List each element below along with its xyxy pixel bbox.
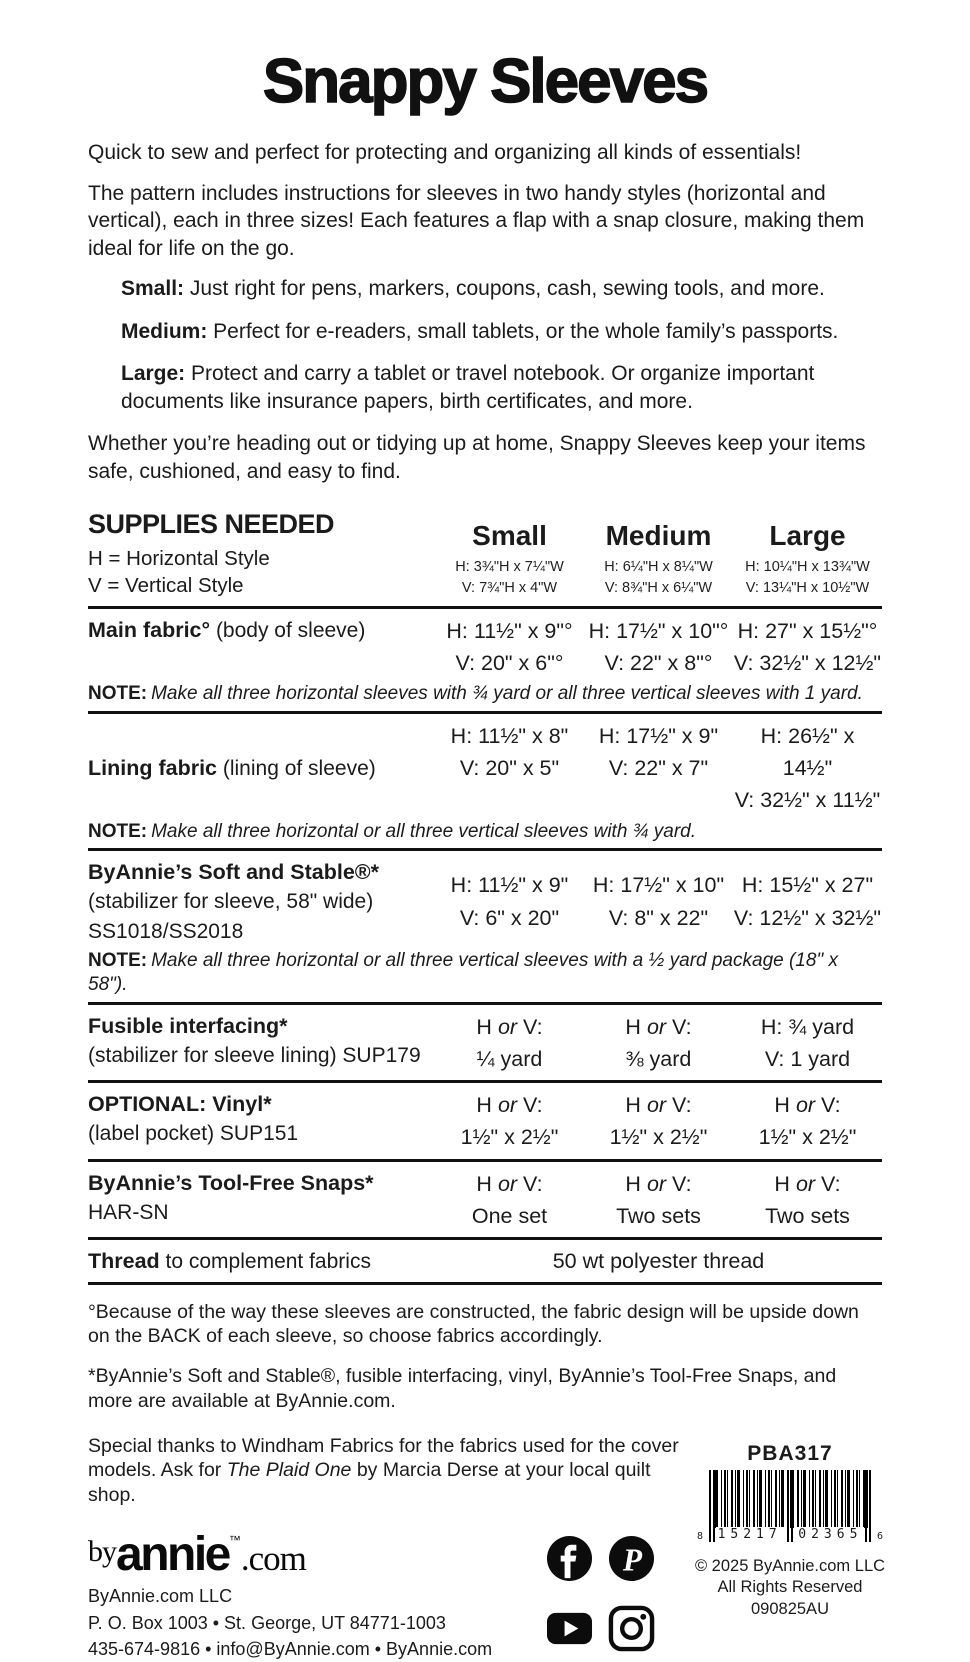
row-label [88,753,435,783]
size-item-medium [121,318,882,346]
legend-horizontal: H = Horizontal Style [88,547,270,570]
column-dim-v-small: V: 7¾"H x 4"W [461,580,558,597]
size-label-medium: Medium: [121,319,208,343]
cell-small: H: 11½" x 8" V: 20" x 5" [450,723,569,780]
size-label-large: Large: [121,362,186,385]
company-contact: 435-674-9816 • info@ByAnnie.com • ByAnnie.com [88,1639,493,1660]
column-dim-h-medium: H: 6¼"H x 8¼"W [604,559,713,576]
row-desc: (body of sleeve) [215,618,366,642]
row-label [88,857,435,946]
thread-value: 50 wt polyester thread [552,1248,765,1273]
table-row-vinyl [88,1080,882,1159]
intro-tagline: Quick to sew and perfect for protecting and organizing all kinds of essentials! [88,141,802,164]
legend-vertical: V = Vertical Style [88,574,244,598]
row-desc: (label pocket) SUP151 [88,1122,299,1146]
instagram-icon [608,1605,655,1652]
footer [88,1434,886,1662]
column-name-small: Small [472,520,547,552]
cell-small: H or V: One set [471,1171,548,1228]
company-name: ByAnnie.com LLC [88,1586,233,1607]
supplies-heading-block [88,509,435,600]
barcode-bars [709,1470,871,1528]
size-item-small [121,275,882,303]
size-item-large [121,360,882,415]
cell-small: H: 11½" x 9"° V: 20" x 6"° [446,618,573,675]
row-name: OPTIONAL: Vinyl* [88,1092,272,1117]
footnote-degree: °Because of the way these sleeves are constructed, the fabric design will be upside down on the BACK of each sleeve, so choose fabrics accordingly. [88,1300,859,1348]
cell-medium: H or V: ⅜ yard [625,1014,692,1071]
pinterest-icon [608,1535,655,1582]
column-dim-h-small: H: 3¾"H x 7¼"W [455,559,564,576]
svg-text:P: P [622,1542,643,1578]
row-name: ByAnnie’s Tool-Free Snaps* [88,1170,374,1195]
row-desc: (stabilizer for sleeve, 58" wide) [88,890,374,914]
column-name-large: Large [769,520,846,552]
rights-line: All Rights Reserved [717,1578,863,1597]
row-label [88,1089,435,1154]
size-text-medium: Perfect for e-readers, small tablets, or the whole family’s passports. [213,319,839,343]
social-icons [546,1535,655,1661]
table-row-lining-fabric [88,711,882,849]
table-row-fusible-interfacing [88,1002,882,1081]
intro-description: The pattern includes instructions for sleeves in two handy styles (horizontal and vertical), each in three sizes! Each features a flap with a snap closure, making them ideal for life on the go. [88,181,865,260]
cell-medium: H or V: Two sets [616,1171,701,1228]
row-label [88,615,435,680]
barcode-digits: 8 15217 02365 6 [697,1526,883,1542]
cell-large: H or V: Two sets [765,1171,850,1228]
row-name: Lining fabric [88,755,217,780]
row-note: NOTE: Make all three horizontal sleeves with ¾ yard or all three vertical sleeves with 1 yard. [88,683,863,704]
copyright-block [692,1556,888,1621]
row-product-code: SS1018/SS2018 [88,919,244,943]
row-label [88,1168,435,1233]
table-row-soft-and-stable [88,848,882,1001]
footnote-asterisk: *ByAnnie’s Soft and Stable®, fusible interfacing, vinyl, ByAnnie’s Tool-Free Snaps, and more are available at ByAnnie.com. [88,1365,837,1412]
thanks-note: Special thanks to Windham Fabrics for the fabrics used for the cover models. Ask for The Plaid One by Marcia Derse at your local quilt shop. [88,1434,679,1507]
column-header-medium [584,520,733,599]
facebook-icon [546,1535,593,1582]
barcode [697,1470,883,1550]
company-block [88,1527,518,1661]
supplies-heading: SUPPLIES NEEDED [88,509,335,539]
cell-medium: H: 17½" x 10"° V: 22" x 8"° [588,618,729,675]
cell-small: H: 11½" x 9" V: 6" x 20" [450,873,569,930]
company-address: P. O. Box 1003 • St. George, UT 84771-1003 [88,1612,446,1633]
cell-small: H or V: ¼ yard [476,1014,543,1071]
size-text-small: Just right for pens, markers, coupons, cash, sewing tools, and more. [189,277,825,300]
cell-large: H or V: 1½" x 2½" [758,1093,857,1150]
cell-large: H: ¾ yard V: 1 yard [760,1014,855,1071]
row-desc: (lining of sleeve) [222,756,376,780]
column-header-large [733,520,882,599]
table-row-thread [88,1237,882,1281]
size-label-small: Small: [121,277,185,300]
column-dim-v-medium: V: 8¾"H x 6¼"W [604,580,713,597]
page-title: Snappy Sleeves [262,47,708,116]
row-product-code: HAR-SN [88,1200,169,1224]
row-note: NOTE: Make all three horizontal or all three vertical sleeves with ¾ yard. [88,820,697,842]
pattern-number: PBA317 [747,1441,833,1465]
row-desc: (stabilizer for sleeve lining) SUP179 [88,1043,421,1067]
column-header-small [435,520,584,599]
column-dim-h-large: H: 10¼"H x 13¾"W [745,559,870,576]
column-name-medium: Medium [605,520,712,552]
cell-large: H: 15½" x 27" V: 12½" x 32½" [733,873,882,930]
cell-large: H: 27" x 15½"° V: 32½" x 12½" [733,618,882,675]
youtube-icon [546,1605,593,1652]
cell-medium: H or V: 1½" x 2½" [609,1093,708,1150]
row-name: ByAnnie’s Soft and Stable®* [88,860,380,885]
size-text-large: Protect and carry a tablet or travel notebook. Or organize important documents like insurance papers, birth certificates, and more. [121,362,815,413]
cell-medium: H: 17½" x 9" V: 22" x 7" [598,723,719,780]
revision-code: 090825AU [751,1600,829,1619]
table-row-snaps [88,1159,882,1238]
row-name: Fusible interfacing* [88,1013,288,1038]
row-label [88,1246,435,1276]
byannie-logo: byannie™.com [88,1528,306,1582]
row-name: Main fabric° [88,617,211,642]
cell-small: H or V: 1½" x 2½" [460,1093,559,1150]
column-dim-v-large: V: 13¼"H x 10½"W [745,580,870,597]
row-note: NOTE: Make all three horizontal or all three vertical sleeves with a ½ yard package (18" x 58"). [88,950,838,995]
row-label [88,1011,435,1076]
row-name: Thread [88,1249,160,1274]
cell-medium: H: 17½" x 10" V: 8" x 22" [592,873,725,930]
copyright-line: © 2025 ByAnnie.com LLC [694,1556,886,1575]
row-desc: to complement fabrics [165,1250,371,1274]
intro-closing: Whether you’re heading out or tidying up at home, Snappy Sleeves keep your items safe, cushioned, and easy to find. [88,432,866,483]
supplies-table [88,606,882,1285]
table-row-main-fabric [88,606,882,711]
supplies-header [88,509,882,606]
barcode-block [692,1442,888,1621]
cell-large: H: 26½" x 14½" V: 32½" x 11½" [734,723,881,813]
